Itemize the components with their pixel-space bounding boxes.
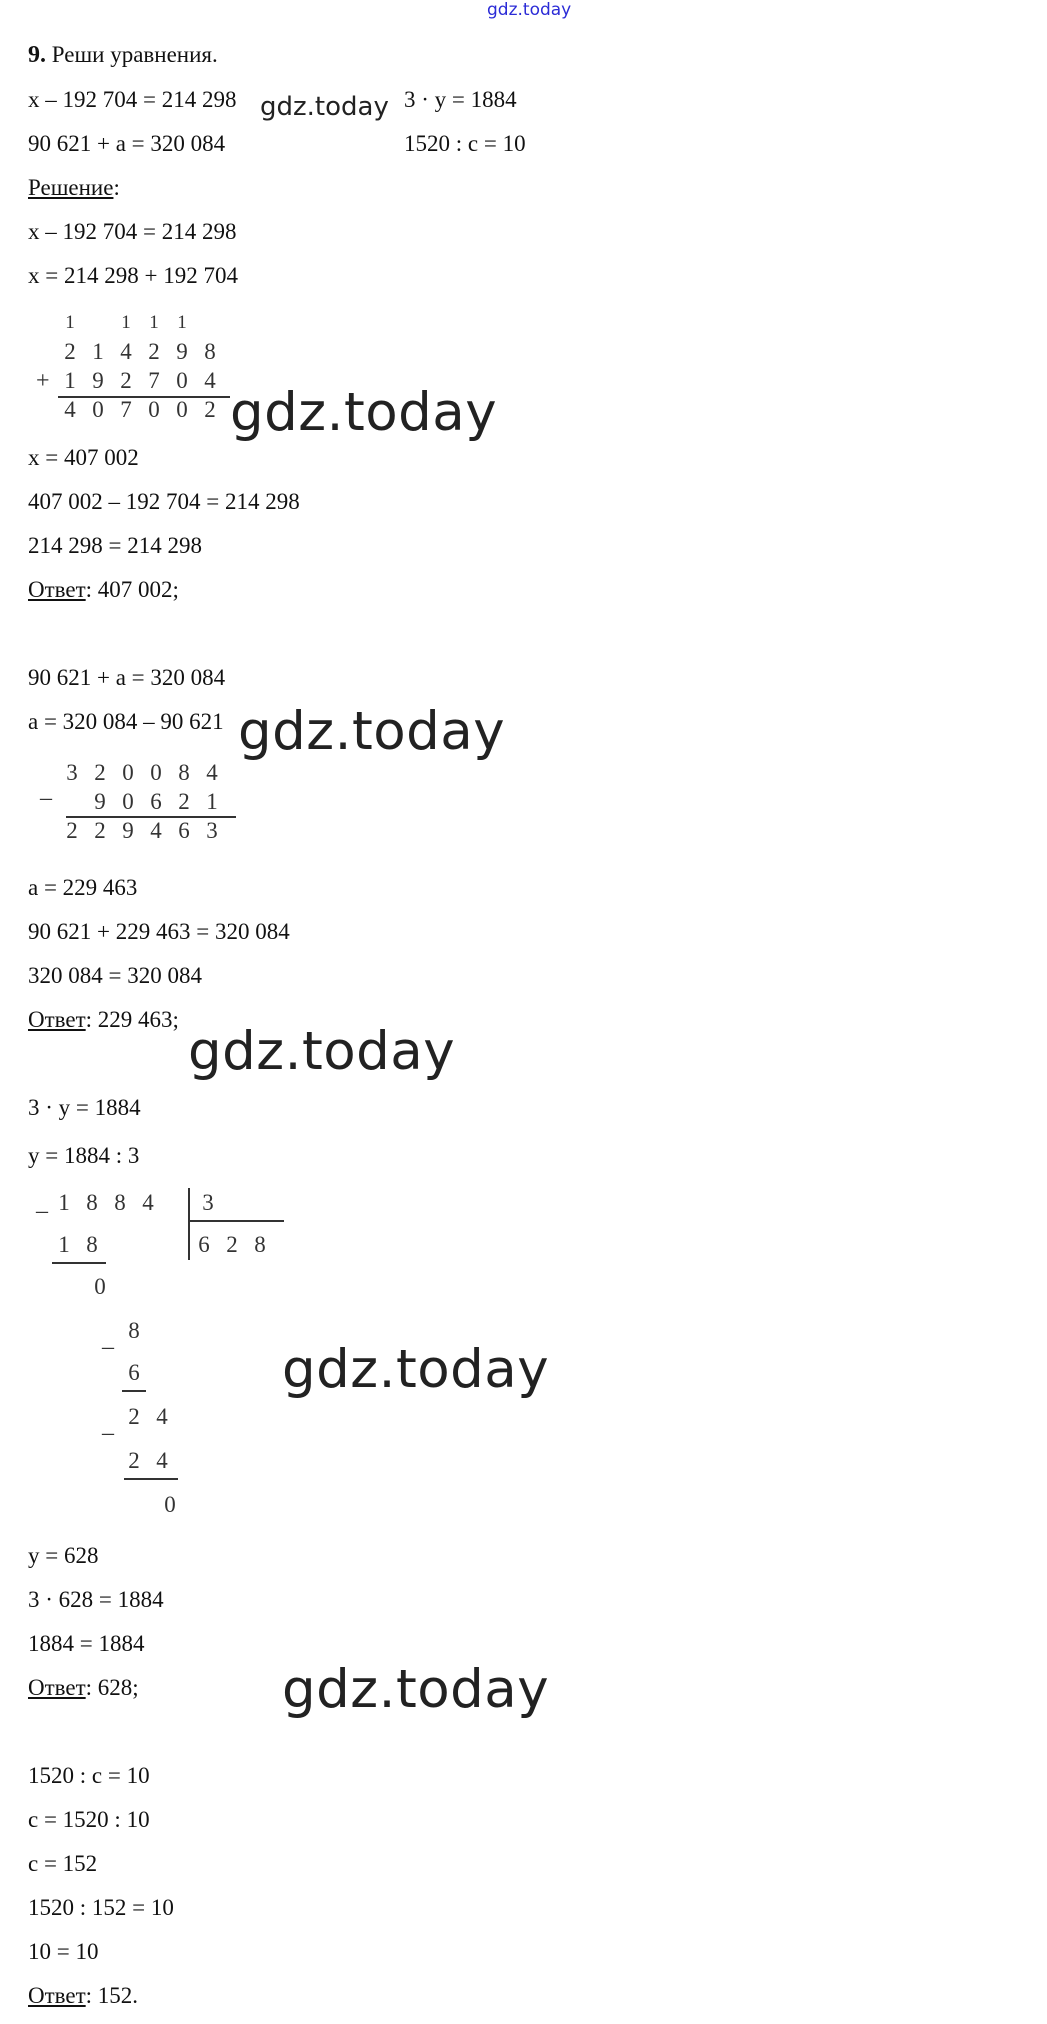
watermark-1: gdz.today (230, 382, 498, 443)
part1-answer: Ответ: 407 002; (28, 577, 179, 602)
part2-line-2: a = 320 084 – 90 621 (28, 709, 224, 734)
answer-label: Ответ (28, 1007, 86, 1032)
part2-answer: Ответ: 229 463; (28, 1007, 179, 1032)
part3-line-5: 1884 = 1884 (28, 1631, 145, 1656)
part1-line-2: x = 214 298 + 192 704 (28, 263, 238, 288)
solution-label: Решение (28, 175, 114, 200)
division-step1-line (52, 1262, 106, 1264)
watermark-2: gdz.today (238, 701, 506, 762)
division-step1-subtrahend: 1 8 (58, 1232, 98, 1257)
division-minus-2: – (102, 1334, 114, 1360)
equation-2: 3 · y = 1884 (404, 87, 517, 112)
division-step1-remainder: 0 (94, 1274, 106, 1299)
answer-label: Ответ (28, 1983, 86, 2008)
part3-line-4: 3 · 628 = 1884 (28, 1587, 164, 1612)
part2-subtraction-column (58, 758, 226, 845)
division-step2-top: 8 (128, 1318, 140, 1343)
task-number: 9. (28, 42, 46, 68)
part2-line-1: 90 621 + a = 320 084 (28, 665, 226, 690)
equation-1: x – 192 704 = 214 298 (28, 87, 237, 112)
part1-addition-column (56, 308, 224, 424)
part1-line-1: x – 192 704 = 214 298 (28, 219, 237, 244)
division-dividend: 1 8 8 4 (58, 1190, 154, 1215)
division-step3-subtrahend: 2 4 (128, 1448, 168, 1473)
part4-line-3: c = 152 (28, 1851, 98, 1876)
division-step2-line (122, 1390, 146, 1392)
part4-answer: Ответ: 152. (28, 1983, 139, 2008)
carry-row: 1 1 1 1 (65, 312, 187, 333)
part3-line-3: y = 628 (28, 1543, 99, 1568)
addend-top-row: 2 1 4 2 9 8 (64, 339, 216, 364)
addend-bottom-row: 1 9 2 7 0 4 (64, 368, 216, 393)
answer-label: Ответ (28, 577, 86, 602)
difference-row: 2 2 9 4 6 3 (66, 818, 218, 843)
part1-line-5: 214 298 = 214 298 (28, 533, 202, 558)
part2-line-5: 320 084 = 320 084 (28, 963, 202, 988)
part1-sum-line (58, 396, 230, 398)
watermark-5: gdz.today (282, 1659, 550, 1720)
subtrahend-row: 9 0 6 2 1 (94, 789, 218, 814)
part3-line-2: y = 1884 : 3 (28, 1143, 140, 1168)
divisor: 3 (202, 1190, 214, 1215)
division-step2-subtrahend: 6 (128, 1360, 140, 1385)
part4-line-2: c = 1520 : 10 (28, 1807, 150, 1832)
part3-answer: Ответ: 628; (28, 1675, 139, 1700)
minus-sign: – (40, 785, 52, 811)
minuend-row: 3 2 0 0 8 4 (66, 760, 218, 785)
division-step3-top: 2 4 (128, 1404, 168, 1429)
part4-line-4: 1520 : 152 = 10 (28, 1895, 174, 1920)
task-header (28, 41, 218, 69)
equation-4: 1520 : c = 10 (404, 131, 526, 156)
part3-line-1: 3 · y = 1884 (28, 1095, 141, 1120)
quotient: 6 2 8 (198, 1232, 266, 1257)
watermark-inline: gdz.today (260, 92, 389, 122)
part2-line-4: 90 621 + 229 463 = 320 084 (28, 919, 290, 944)
watermark-top: gdz.today (487, 0, 572, 20)
division-step3-remainder: 0 (164, 1492, 176, 1517)
answer-label: Ответ (28, 1675, 86, 1700)
division-minus-3: – (102, 1420, 114, 1446)
watermark-3: gdz.today (188, 1021, 456, 1082)
part2-line-3: a = 229 463 (28, 875, 138, 900)
task-title: Реши уравнения. (51, 42, 218, 67)
part4-line-1: 1520 : c = 10 (28, 1763, 150, 1788)
plus-sign: + (36, 368, 50, 394)
part4-line-5: 10 = 10 (28, 1939, 99, 1964)
part1-line-3: x = 407 002 (28, 445, 139, 470)
division-step3-line (124, 1478, 178, 1480)
sum-row: 4 0 7 0 0 2 (64, 397, 216, 422)
part2-difference-line (66, 816, 236, 818)
equation-3: 90 621 + a = 320 084 (28, 131, 226, 156)
division-minus-1: – (36, 1198, 48, 1224)
watermark-4: gdz.today (282, 1339, 550, 1400)
part1-line-4: 407 002 – 192 704 = 214 298 (28, 489, 300, 514)
solution-heading: Решение: (28, 175, 120, 200)
division-bracket-horizontal (188, 1220, 284, 1222)
